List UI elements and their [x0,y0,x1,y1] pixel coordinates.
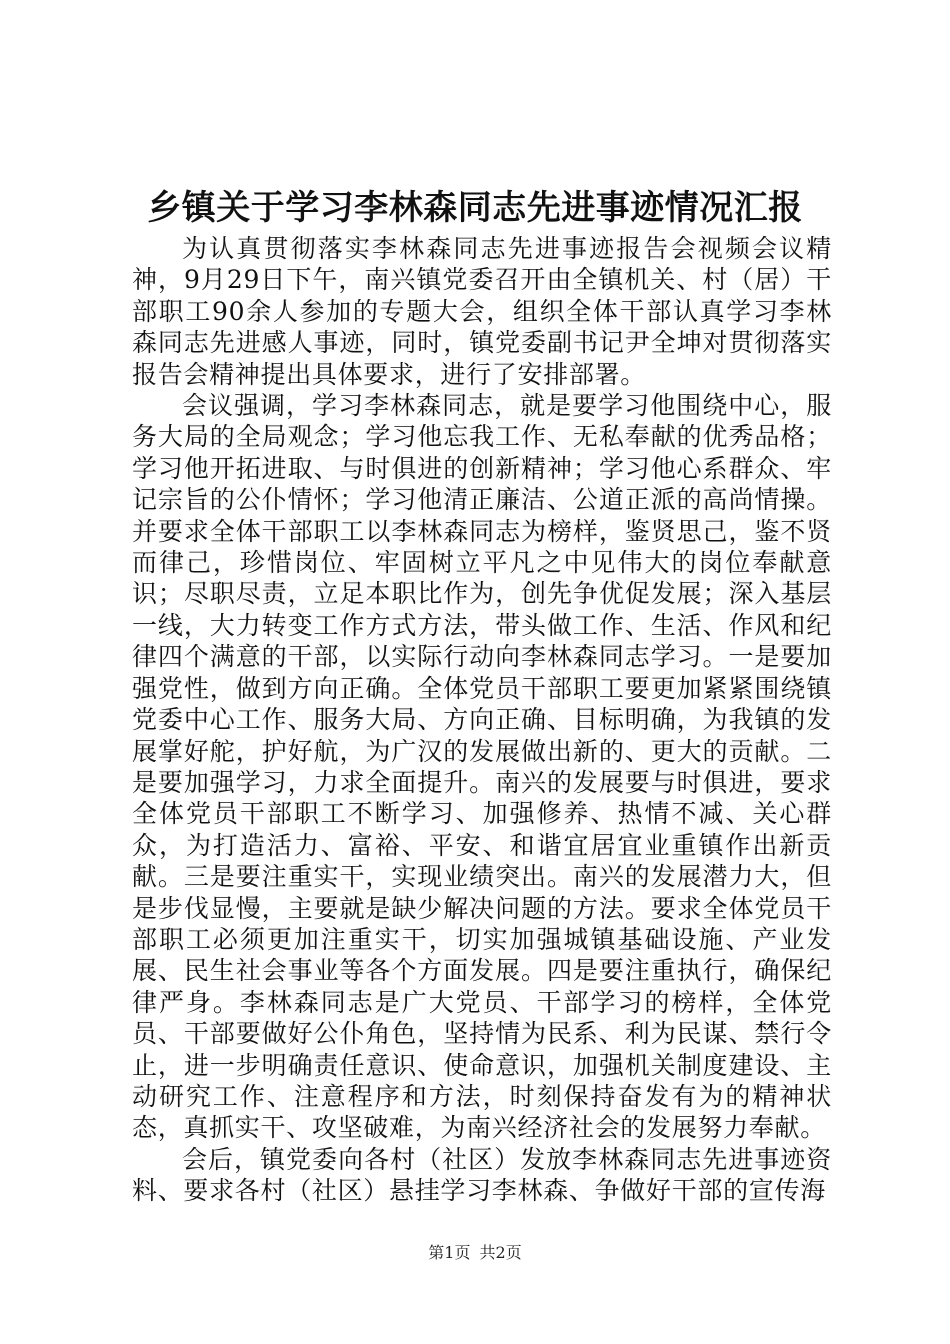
page-number: 第1页 [428,1243,471,1262]
page-total: 共2页 [479,1243,522,1262]
paragraph-meeting-emphasis: 会议强调，学习李林森同志，就是要学习他围绕中心，服务大局的全局观念；学习他忘我工作、无私奉献的优秀品格；学习他开拓进取、与时俱进的创新精神；学习他心系群众、牢记宗旨的公仆情怀；学习他清正廉洁、公道正派的高尚情操。并要求全体干部职工以李林森同志为榜样，鉴贤思己，鉴不贤而律己，珍惜岗位、牢固树立平凡之中见伟大的岗位奉献意识；尽职尽责，立足本职比作为，创先争优促发展；深入基层一线，大力转变工作方式方法，带头做工作、生活、作风和纪律四个满意的干部，以实际行动向李林森同志学习。一是要加强党性，做到方向正确。全体党员干部职工要更加紧紧围绕镇党委中心工作、服务大局、方向正确、目标明确，为我镇的发展掌好舵，护好航，为广汉的发展做出新的、更大的贡献。二是要加强学习，力求全面提升。南兴的发展要与时俱进，要求全体党员干部职工不断学习、加强修养、热情不减、关心群众，为打造活力、富裕、平安、和谐宜居宜业重镇作出新贡献。三是要注重实干，实现业绩突出。南兴的发展潜力大，但是步伐显慢，主要就是缺少解决问题的方法。要求全体党员干部职工必须更加注重实干，切实加强城镇基础设施、产业发展、民生社会事业等各个方面发展。四是要注重执行，确保纪律严身。李林森同志是广大党员、干部学习的榜样，全体党员、干部要做好公仆角色，坚持情为民系、利为民谋、禁行令止，进一步明确责任意识、使命意识，加强机关制度建设、主动研究工作、注意程序和方法，时刻保持奋发有为的精神状态，真抓实干、攻坚破难，为南兴经济社会的发展努力奉献。 [132,391,832,1143]
page-footer [0,1242,950,1264]
document-title: 乡镇关于学习李林森同志先进事迹情况汇报 [147,188,803,228]
paragraph-intro: 为认真贯彻落实李林森同志先进事迹报告会视频会议精神，9月29日下午，南兴镇党委召开由全镇机关、村（居）干部职工90余人参加的专题大会，组织全体干部认真学习李林森同志先进感人事迹，同时，镇党委副书记尹全坤对贯彻落实报告会精神提出具体要求，进行了安排部署。 [132,234,832,389]
document-body [132,233,832,1207]
paragraph-after-meeting: 会后，镇党委向各村（社区）发放李林森同志先进事迹资料、要求各村（社区）悬挂学习李林森、争做好干部的宣传海 [132,1144,832,1206]
